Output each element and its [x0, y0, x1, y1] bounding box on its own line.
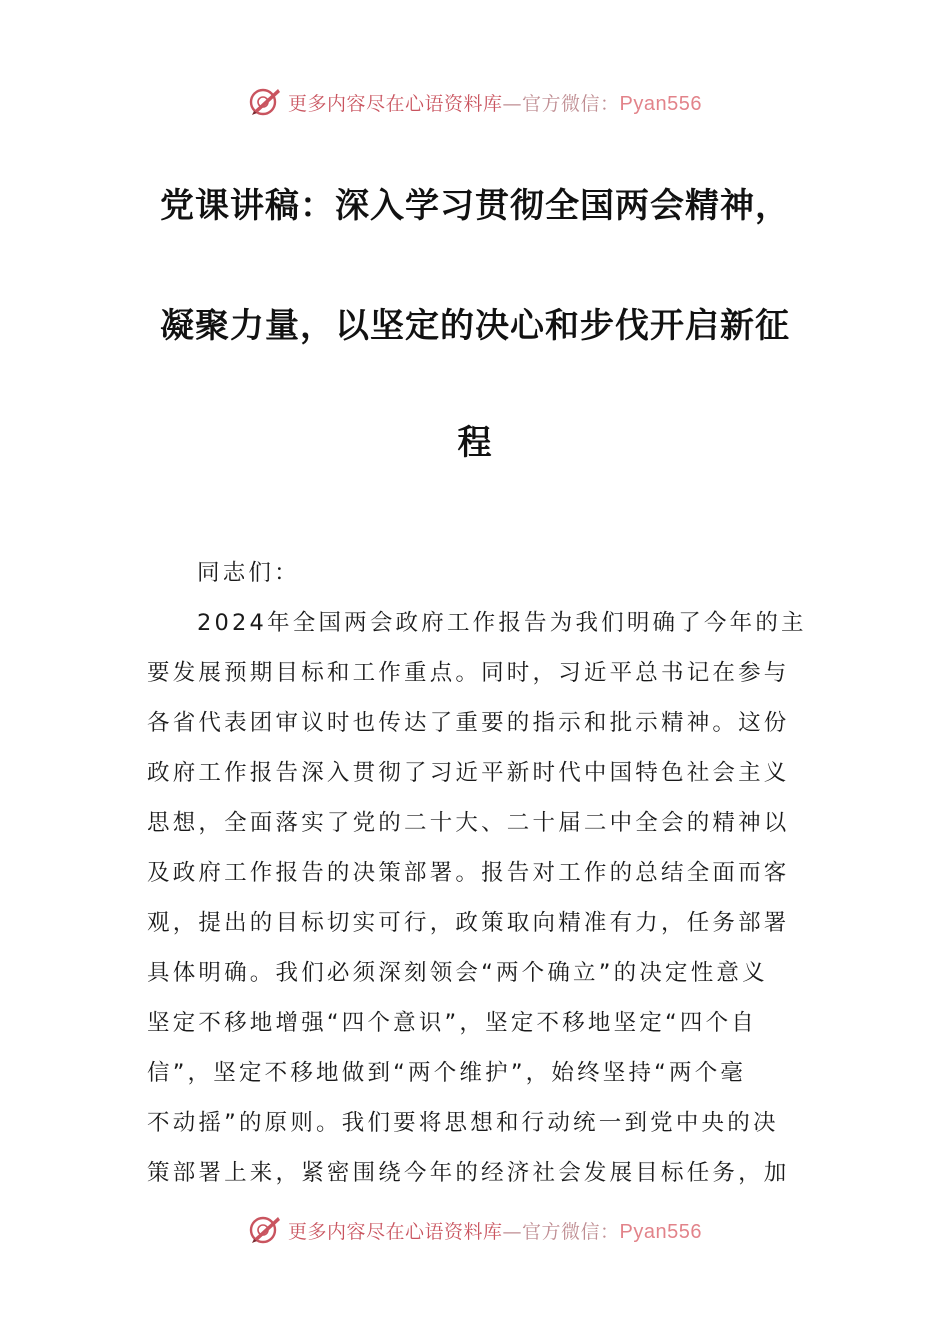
- paragraph-line: 2024年全国两会政府工作报告为我们明确了今年的主: [197, 610, 807, 636]
- paragraph-line: 不动摇”的原则。我们要将思想和行动统一到党中央的决: [147, 1110, 779, 1136]
- banner-handle: Pyan556: [619, 92, 702, 115]
- paragraph-line: 策部署上来，紧密围绕今年的经济社会发展目标任务，加: [147, 1160, 790, 1186]
- document-title-line-2: 凝聚力量，以坚定的决心和步伐开启新征: [160, 306, 790, 346]
- paragraph-line: 思想，全面落实了党的二十大、二十届二中全会的精神以: [147, 810, 790, 836]
- paragraph-line: 信”，坚定不移地做到“两个维护”，始终坚持“两个毫: [147, 1060, 747, 1086]
- paragraph-line: 政府工作报告深入贯彻了习近平新时代中国特色社会主义: [147, 760, 790, 786]
- paragraph-line: 要发展预期目标和工作重点。同时，习近平总书记在参与: [147, 660, 790, 686]
- banner-prefix: 更多内容尽在心语资料库: [288, 1220, 503, 1243]
- pen-logo-icon: [248, 85, 282, 119]
- banner-middle: 官方微信：: [522, 92, 620, 115]
- paragraph-line: 各省代表团审议时也传达了重要的指示和批示精神。这份: [147, 710, 790, 736]
- paragraph-line: 及政府工作报告的决策部署。报告对工作的总结全面而客: [147, 860, 790, 886]
- footer-banner: [0, 1210, 950, 1250]
- document-title-line-1: 党课讲稿：深入学习贯彻全国两会精神，: [160, 186, 790, 226]
- banner-dash: —: [502, 1220, 523, 1243]
- paragraph-line: 观，提出的目标切实可行，政策取向精准有力，任务部署: [147, 910, 790, 936]
- banner-handle: Pyan556: [619, 1220, 702, 1243]
- paragraph-line: 具体明确。我们必须深刻领会“两个确立”的决定性意义: [147, 960, 768, 986]
- banner-middle: 官方微信：: [522, 1220, 620, 1243]
- document-title-line-3: 程: [457, 423, 493, 463]
- paragraph-line: 坚定不移地增强“四个意识”，坚定不移地坚定“四个自: [147, 1010, 757, 1036]
- salutation: 同志们：: [197, 560, 300, 586]
- pen-logo-icon: [248, 1213, 282, 1247]
- banner-text: [288, 89, 702, 116]
- header-banner: [0, 82, 950, 122]
- banner-prefix: 更多内容尽在心语资料库: [288, 92, 503, 115]
- banner-dash: —: [502, 92, 523, 115]
- banner-text: [288, 1217, 702, 1244]
- document-body: [147, 548, 805, 1198]
